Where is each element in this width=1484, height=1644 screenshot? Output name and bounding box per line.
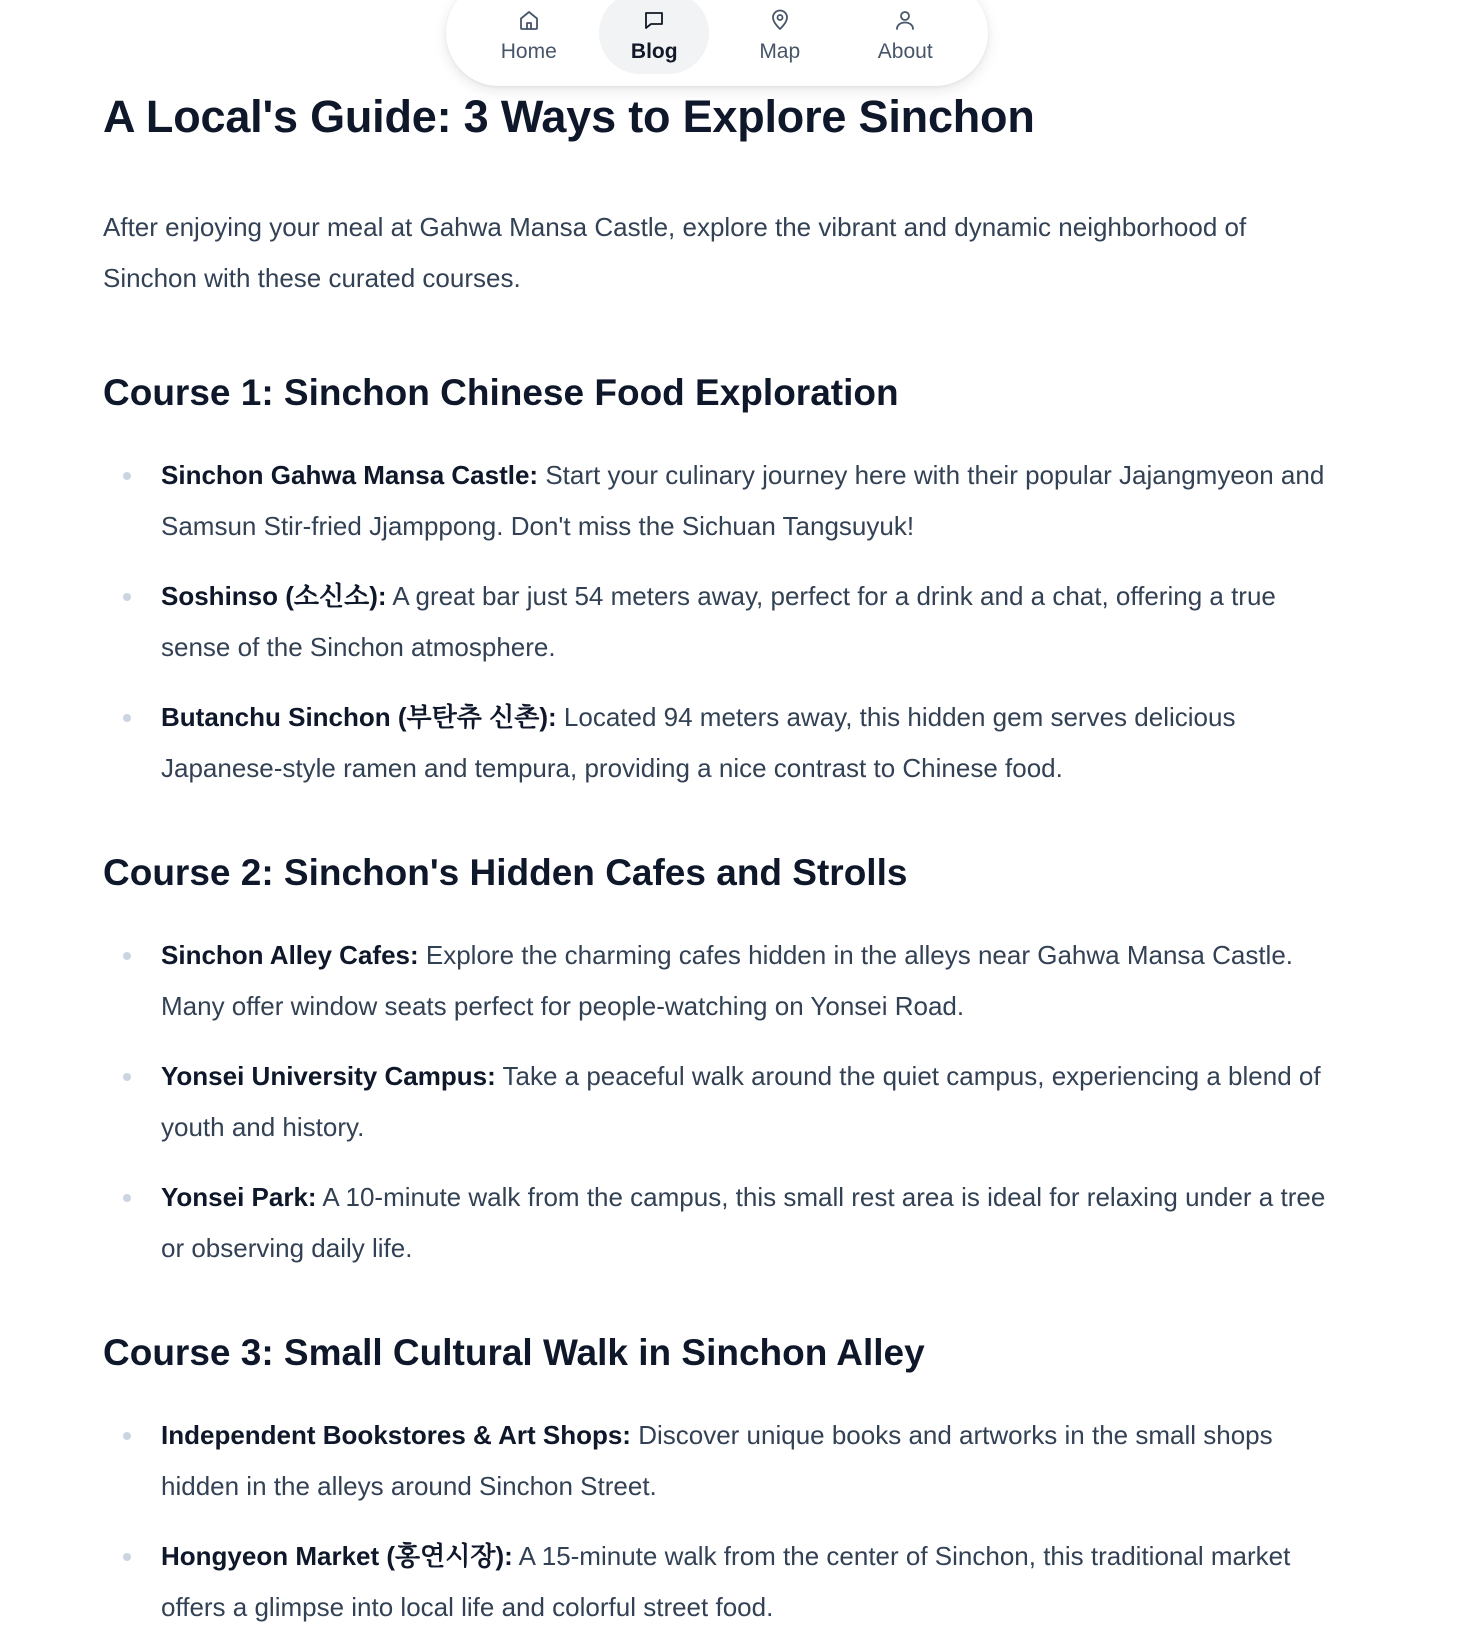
bullet-dot [123, 1553, 131, 1561]
place-name: Butanchu Sinchon (부탄츄 신촌): [161, 702, 557, 732]
nav-item-home[interactable] [474, 0, 584, 74]
place-description: A great bar just 54 meters away, perfect for a drink and a chat, offering a true sense of the Sinchon atmosphere. [161, 581, 1276, 662]
place-description: A 10-minute walk from the campus, this small rest area is ideal for relaxing under a tree or observing daily life. [161, 1182, 1326, 1263]
course-heading: Course 2: Sinchon's Hidden Cafes and Strolls [103, 852, 908, 893]
place-description: Start your culinary journey here with their popular Jajangmyeon and Samsun Stir-fried Jjamppong. Don't miss the Sichuan Tangsuyuk! [161, 460, 1325, 541]
place-name: Hongyeon Market (홍연시장): [161, 1541, 513, 1571]
nav-item-about[interactable] [850, 0, 960, 74]
nav-item-label: Blog [630, 40, 678, 63]
course-heading: Course 3: Small Cultural Walk in Sinchon Alley [103, 1332, 925, 1373]
place-description: Take a peaceful walk around the quiet campus, experiencing a blend of youth and history. [161, 1061, 1321, 1142]
place-description: Discover unique books and artworks in the small shops hidden in the alleys around Sinchon Street. [161, 1420, 1273, 1501]
bullet-dot [123, 593, 131, 601]
bullet-dot [123, 472, 131, 480]
list-item [103, 1172, 1341, 1274]
page-title: A Local's Guide: 3 Ways to Explore Sinchon [103, 91, 1035, 142]
home-icon [517, 8, 541, 32]
list-item [103, 571, 1341, 673]
place-name: Independent Bookstores & Art Shops: [161, 1420, 631, 1450]
bottom-nav-bar [446, 0, 988, 86]
map-pin-icon [768, 8, 792, 32]
bullet-dot [123, 952, 131, 960]
course-heading: Course 1: Sinchon Chinese Food Exploration [103, 372, 899, 413]
course-list [103, 1410, 1343, 1633]
place-name: Yonsei Park: [161, 1182, 317, 1212]
place-name: Yonsei University Campus: [161, 1061, 496, 1091]
intro-paragraph: After enjoying your meal at Gahwa Mansa Castle, explore the vibrant and dynamic neighborhood of Sinchon with these curated courses. [103, 212, 1247, 293]
list-item [103, 450, 1341, 552]
place-description: A 15-minute walk from the center of Sinchon, this traditional market offers a glimpse into local life and colorful street food. [161, 1541, 1291, 1622]
nav-item-blog[interactable] [599, 0, 709, 74]
nav-item-label: About [877, 40, 933, 63]
bullet-dot [123, 1194, 131, 1202]
user-icon [893, 8, 917, 32]
bullet-dot [123, 714, 131, 722]
place-name: Sinchon Gahwa Mansa Castle: [161, 460, 539, 490]
list-item [103, 1410, 1341, 1512]
bullet-dot [123, 1432, 131, 1440]
place-description: Located 94 meters away, this hidden gem serves delicious Japanese-style ramen and tempura, providing a nice contrast to Chinese food. [161, 702, 1236, 783]
place-name: Sinchon Alley Cafes: [161, 940, 419, 970]
article-content [103, 88, 1343, 1633]
nav-item-map[interactable] [725, 0, 835, 74]
list-item [103, 1531, 1341, 1633]
course-list [103, 450, 1343, 794]
list-item [103, 692, 1341, 794]
list-item [103, 1051, 1341, 1153]
place-description: Explore the charming cafes hidden in the alleys near Gahwa Mansa Castle. Many offer window seats perfect for people-watching on Yonsei Road. [161, 940, 1294, 1021]
bullet-dot [123, 1073, 131, 1081]
nav-item-label: Home [500, 40, 557, 63]
nav-item-label: Map [759, 40, 801, 63]
place-name: Soshinso (소신소): [161, 581, 387, 611]
list-item [103, 930, 1341, 1032]
chat-bubble-icon [642, 8, 666, 32]
course-list [103, 930, 1343, 1274]
